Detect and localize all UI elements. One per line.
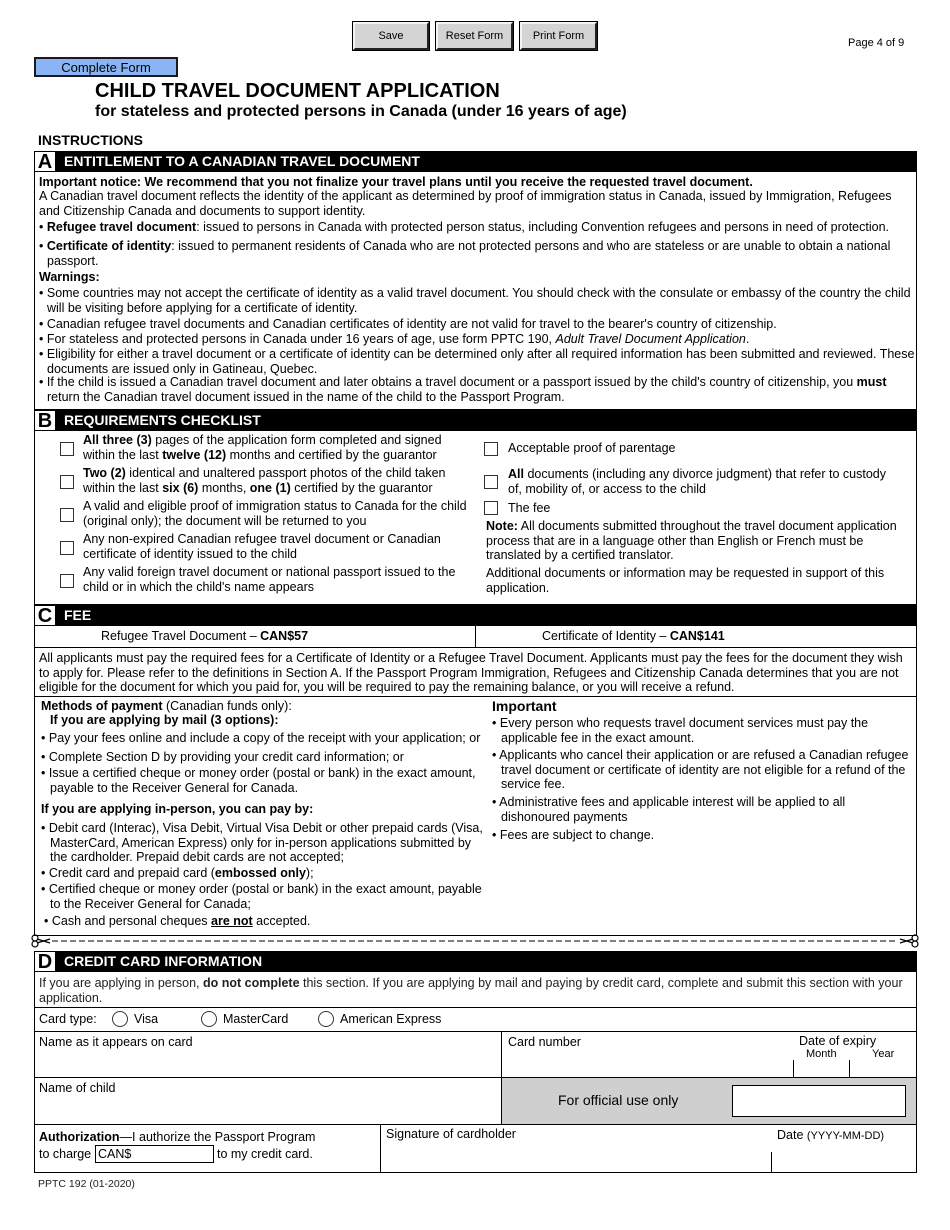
section-c-body — [34, 626, 917, 936]
additional-documents-note: Additional documents or information may be requested in support of this application. — [486, 566, 885, 595]
card-number-label: Card number — [508, 1035, 581, 1049]
divider — [849, 1060, 850, 1077]
warning-4: • Eligibility for either a travel document or a certificate of identity can be determined only after all required information has been submitted and reviewed. These documents are issued only in Gatineau, Quebec. — [39, 347, 915, 376]
print-form-button[interactable]: Print Form — [520, 22, 597, 50]
authorization-text: Authorization—I authorize the Passport Program — [39, 1130, 316, 1144]
checkbox-application-pages[interactable] — [60, 442, 74, 456]
checkbox-foreign-document[interactable] — [60, 574, 74, 588]
expiry-year-label: Year — [872, 1048, 895, 1060]
checklist-item-8: The fee — [508, 501, 551, 515]
fee-certificate-of-identity: Certificate of Identity – CAN$141 — [542, 629, 725, 643]
fee-refugee-travel-document: Refugee Travel Document – CAN$57 — [101, 629, 309, 643]
name-on-card-field[interactable] — [37, 1048, 499, 1077]
section-a-header — [34, 151, 917, 172]
page-indicator: Page 4 of 9 — [848, 37, 905, 49]
checklist-item-3: A valid and eligible proof of immigration status to Canada for the child (original only); the document will be returned to you — [83, 499, 467, 528]
name-on-card-label: Name as it appears on card — [39, 1035, 193, 1049]
checkbox-passport-photos[interactable] — [60, 475, 74, 489]
checkbox-immigration-status[interactable] — [60, 508, 74, 522]
page-subtitle: for stateless and protected persons in Canada (under 16 years of age) — [95, 103, 627, 120]
section-d-letter: D — [34, 951, 56, 972]
inperson-option-1: • Debit card (Interac), Visa Debit, Virtual Visa Debit or other prepaid cards (Visa, MasterCard, American Express) only for in-person applications submitted by the cardholder. Prepaid debit cards are not accepted; — [41, 821, 483, 864]
divider — [35, 1007, 916, 1008]
inperson-option-4: • Cash and personal cheques are not accepted. — [44, 914, 311, 928]
divider — [35, 1031, 916, 1032]
translation-note: Note: All documents submitted throughout the travel document application process that are in a language other than English or French must be translated by a certified translator. — [486, 519, 897, 562]
divider — [793, 1060, 794, 1077]
checklist-item-6: Acceptable proof of parentage — [508, 441, 676, 455]
reset-form-button[interactable]: Reset Form — [436, 22, 513, 50]
to-charge-label: to charge — [39, 1147, 92, 1161]
inperson-heading: If you are applying in-person, you can pay by: — [41, 802, 314, 816]
important-2: • Applicants who cancel their application or are refused a Canadian refugee travel document or certificate of identity are not eligible for a refund of the service fee. — [492, 748, 909, 791]
section-d-title: CREDIT CARD INFORMATION — [64, 953, 263, 969]
form-code: PPTC 192 (01-2020) — [38, 1178, 135, 1190]
checklist-item-1: All three (3) pages of the application form completed and signed within the last twelve (12) months and certified by the guarantor — [83, 433, 442, 462]
checkbox-custody-documents[interactable] — [484, 475, 498, 489]
fee-notice-divider — [35, 696, 916, 697]
section-d-body — [34, 972, 917, 1173]
important-4: • Fees are subject to change. — [492, 828, 655, 842]
page-title: CHILD TRAVEL DOCUMENT APPLICATION — [95, 80, 500, 102]
save-button[interactable]: Save — [353, 22, 429, 50]
warning-5: • If the child is issued a Canadian travel document and later obtains a travel document or a passport issued by the child's country of citizenship, you must return the Canadian travel document issued in the name of the child to the Passport Program. — [39, 375, 887, 404]
scissors-icon — [900, 935, 918, 947]
card-type-label: Card type: — [39, 1012, 97, 1026]
date-label: Date (YYYY-MM-DD) — [777, 1128, 885, 1142]
checkbox-proof-of-parentage[interactable] — [484, 442, 498, 456]
section-b-header — [34, 410, 917, 431]
expiry-month-field[interactable] — [795, 1060, 848, 1077]
section-c-letter: C — [34, 605, 56, 626]
checklist-item-7: All documents (including any divorce judgment) that refer to custody of, mobility of, or access to the child — [508, 467, 886, 496]
divider — [771, 1152, 772, 1172]
date-of-expiry-label: Date of expiry — [799, 1034, 877, 1048]
important-1: • Every person who requests travel document services must pay the applicable fee in the exact amount. — [492, 716, 869, 745]
important-3: • Administrative fees and applicable interest will be applied to all dishonoured payments — [492, 795, 846, 824]
radio-american-express[interactable] — [318, 1011, 334, 1027]
mail-option-3: • Issue a certified cheque or money order (postal or bank) in the exact amount, payable to the Receiver General for Canada. — [41, 766, 476, 795]
fee-notice: All applicants must pay the required fees for a Certificate of Identity or a Refugee Travel Document. Applicants must pay the fees for the document they wish to apply for. Please refer to the definitions in Section A. If the Passport Program Immigration, Refugees and Citizenship Canada determines that you are not eligible for the document for which you paid for, you will be required to pay the remaining balance, or you will receive a refund. — [39, 651, 903, 694]
section-b-body — [34, 431, 917, 605]
checklist-item-4: Any non-expired Canadian refugee travel document or Canadian certificate of identity issued to the child — [83, 532, 441, 561]
radio-mastercard[interactable] — [201, 1011, 217, 1027]
intro-text: A Canadian travel document reflects the identity of the applicant as determined by proof of immigration status in Canada, issued by Immigration, Refugees and Citizenship Canada and documents to support identity. — [39, 189, 892, 218]
official-use-label: For official use only — [558, 1092, 679, 1108]
mail-option-2: • Complete Section D by providing your credit card information; or — [41, 750, 404, 764]
checklist-item-2: Two (2) identical and unaltered passport photos of the child taken within the last six (6) months, one (1) certified by the guarantor — [83, 466, 446, 495]
name-of-child-label: Name of child — [39, 1081, 116, 1095]
visa-label: Visa — [134, 1012, 159, 1026]
divider — [380, 1124, 381, 1172]
scissors-icon — [32, 935, 50, 947]
warning-3: • For stateless and protected persons in Canada under 16 years of age, use form PPTC 190, Adult Travel Document Application. — [39, 332, 750, 346]
refugee-definition: • Refugee travel document: issued to persons in Canada with protected person status, including Convention refugees and persons in need of protection. — [39, 220, 890, 234]
section-d-intro: If you are applying in person, do not complete this section. If you are applying by mail and paying by credit card, complete and submit this section with your application. — [39, 976, 903, 1005]
warning-1: • Some countries may not accept the certificate of identity as a valid travel document. You should check with the consulate or embassy of the country the child will be visiting before applying for a certificate of identity. — [39, 286, 911, 315]
fee-divider — [475, 626, 476, 647]
section-c-header — [34, 605, 917, 626]
section-c-title: FEE — [64, 607, 92, 623]
methods-of-payment: Methods of payment (Canadian funds only): — [41, 699, 292, 713]
warnings-heading: Warnings: — [39, 270, 100, 284]
inperson-option-3: • Certified cheque or money order (postal or bank) in the exact amount, payable to the Receiver General for Canada; — [41, 882, 482, 911]
section-d-header — [34, 951, 917, 972]
warning-2: • Canadian refugee travel documents and Canadian certificates of identity are not valid for travel to the bearer's country of citizenship. — [39, 317, 777, 331]
checkbox-refugee-document[interactable] — [60, 541, 74, 555]
official-use-field[interactable] — [732, 1085, 906, 1117]
official-use-area — [502, 1078, 916, 1124]
mail-option-1: • Pay your fees online and include a copy of the receipt with your application; or — [41, 731, 481, 745]
expiry-month-label: Month — [806, 1048, 837, 1060]
date-field[interactable] — [773, 1144, 915, 1171]
mail-heading: If you are applying by mail (3 options): — [50, 713, 279, 727]
inperson-option-2: • Credit card and prepaid card (embossed only); — [41, 866, 314, 880]
charge-amount-field[interactable]: CAN$ — [95, 1145, 214, 1163]
divider — [35, 1124, 916, 1125]
section-a-body — [34, 172, 917, 410]
radio-visa[interactable] — [112, 1011, 128, 1027]
name-of-child-field[interactable] — [37, 1094, 499, 1123]
identity-definition: • Certificate of identity: issued to permanent residents of Canada who are not protected persons and who are stateless or are unable to obtain a national passport. — [39, 239, 891, 268]
checklist-item-5: Any valid foreign travel document or national passport issued to the child or in which the child's name appears — [83, 565, 456, 594]
section-a-letter: A — [34, 151, 56, 172]
section-b-title: REQUIREMENTS CHECKLIST — [64, 412, 261, 428]
fee-row-divider — [35, 647, 916, 648]
expiry-year-field[interactable] — [851, 1060, 915, 1077]
checkbox-fee[interactable] — [484, 501, 498, 515]
card-number-field[interactable] — [505, 1048, 791, 1077]
section-b-letter: B — [34, 410, 56, 431]
cut-line — [30, 934, 920, 948]
signature-field[interactable] — [383, 1142, 769, 1171]
american-express-label: American Express — [340, 1012, 442, 1026]
section-a-title: ENTITLEMENT TO A CANADIAN TRAVEL DOCUMENT — [64, 153, 420, 169]
complete-form-button[interactable]: Complete Form — [34, 57, 178, 77]
signature-label: Signature of cardholder — [386, 1127, 516, 1141]
instructions-heading: INSTRUCTIONS — [38, 132, 143, 148]
mastercard-label: MasterCard — [223, 1012, 289, 1026]
important-notice: Important notice: We recommend that you not finalize your travel plans until you receive the requested travel document. — [39, 175, 753, 189]
important-heading: Important — [492, 698, 557, 714]
to-my-card-label: to my credit card. — [217, 1147, 313, 1161]
